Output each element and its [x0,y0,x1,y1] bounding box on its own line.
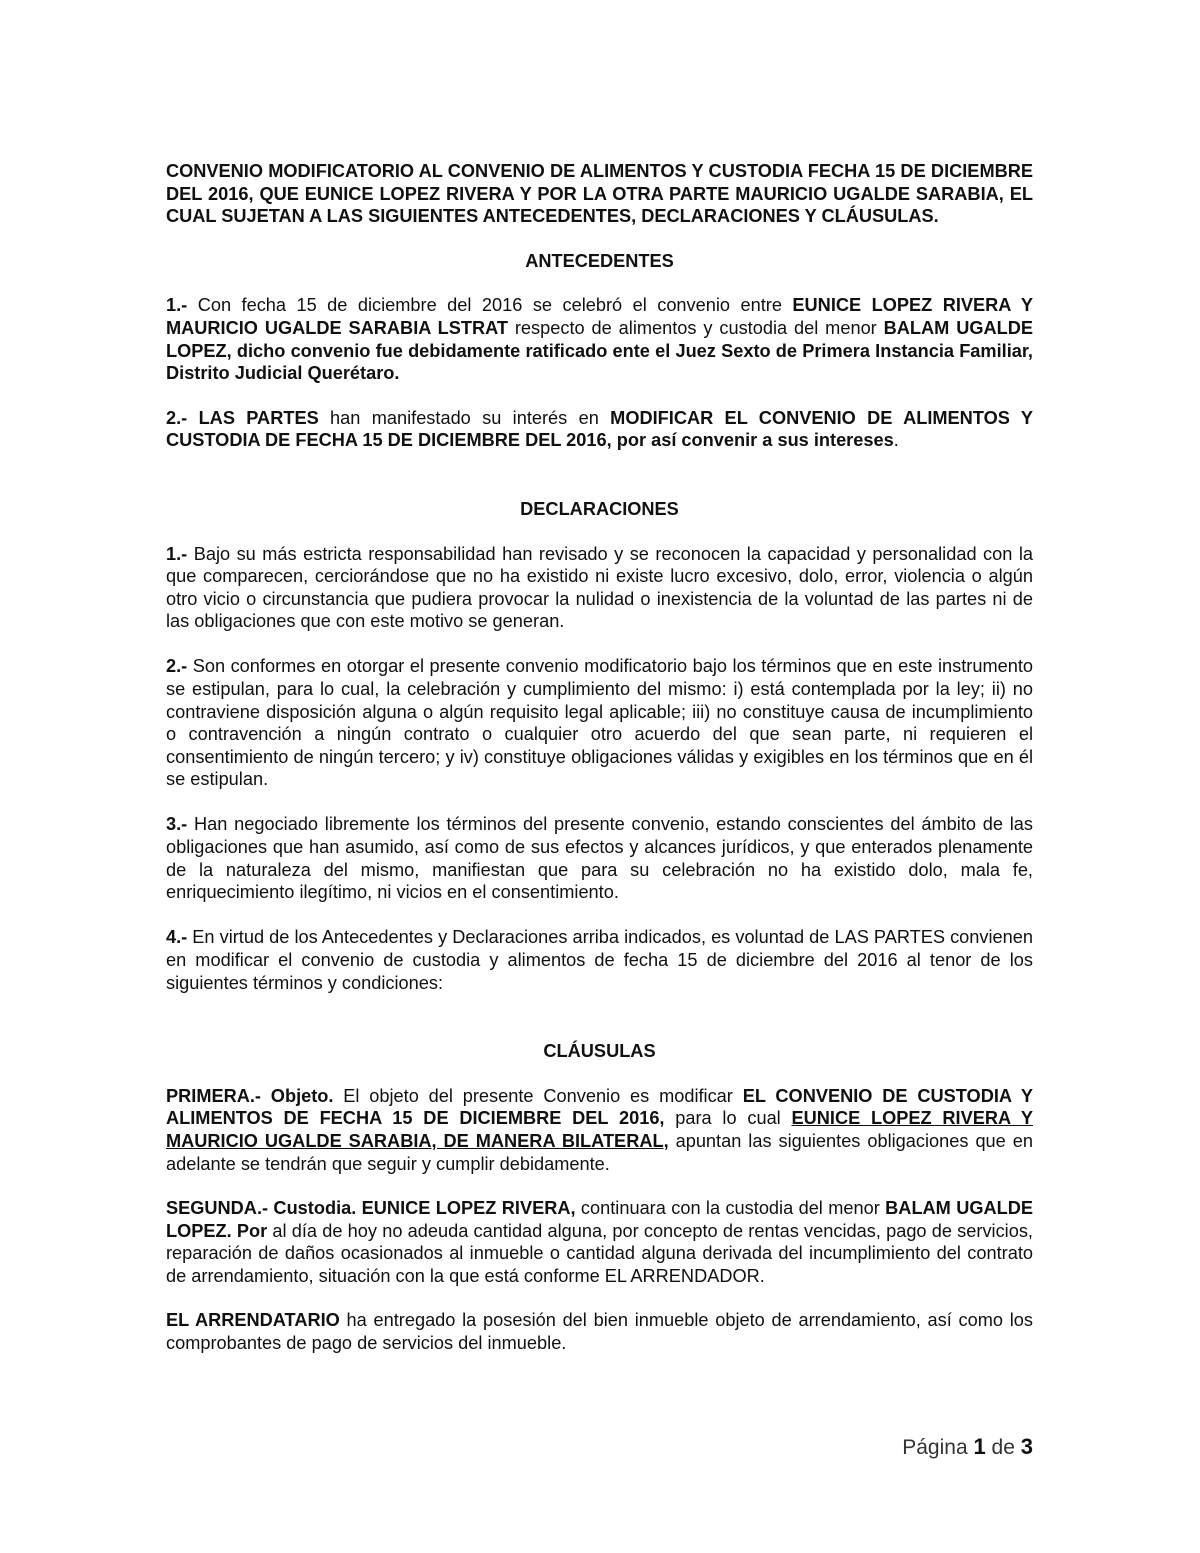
antecedente-1-number: 1.- [166,295,188,316]
declaracion-4-number: 4.- [166,927,188,948]
declaracion-4-text: En virtud de los Antecedentes y Declaraciones arriba indicados, es voluntad de LAS PARTES convienen en modificar el convenio de custodia y alimentos de fecha 15 de diciembre del 2016 al tenor de los siguientes términos y condiciones: [166,927,1033,993]
clausulas-heading: CLÁUSULAS [543,1041,656,1062]
antecedente-2-parties: LAS PARTES [187,407,319,428]
clausula-segunda [166,1197,1033,1287]
antecedente-2-number: 2.- [166,407,188,428]
antecedente-2-text-b: . [893,430,899,451]
clausula-primera-text-c: apuntan las siguientes obligaciones que en adelante se tendrán que seguir y cumplir debidamente. [166,1130,1033,1174]
clausula-primera-bold: EL CONVENIO DE CUSTODIA Y ALIMENTOS DE FECHA 15 DE DICIEMBRE DEL 2016, [166,1085,1033,1129]
antecedente-2-bold: MODIFICAR EL CONVENIO DE ALIMENTOS Y CUSTODIA DE FECHA 15 DE DICIEMBRE DEL 2016, por así convenir a sus intereses [166,407,1033,451]
document-title: CONVENIO MODIFICATORIO AL CONVENIO DE ALIMENTOS Y CUSTODIA FECHA 15 DE DICIEMBRE DEL 2016, QUE EUNICE LOPEZ RIVERA Y POR LA OTRA PARTE MAURICIO UGALDE SARABIA, EL CUAL SUJETAN A LAS SIGUIENTES ANTECEDENTES, DECLARACIONES Y CLÁUSULAS. [166,161,1033,227]
antecedente-1 [166,294,1033,384]
declaracion-3-text: Han negociado libremente los términos del presente convenio, estando conscientes del ámbito de las obligaciones que han asumido, así como de sus efectos y alcances jurídicos, y que enterados plenamente de la naturaleza del mismo, manifiestan que para su celebración no ha existido dolo, mala fe, enriquecimiento ilegítimo, ni vicios en el consentimiento. [166,814,1033,903]
declaracion-2 [166,655,1033,791]
antecedente-2-text-a: han manifestado su interés en [318,407,611,428]
footer-de-label: de [985,1436,1021,1459]
antecedente-1-minor: BALAM UGALDE LOPEZ, dicho convenio fue debidamente ratificado ente el Juez Sexto de Primera Instancia Familiar, Distrito Judicial Querétaro. [166,317,1033,384]
declaracion-2-text: Son conformes en otorgar el presente convenio modificatorio bajo los términos que en este instrumento se estipulan, para lo cual, la celebración y cumplimiento del mismo: i) está contemplada por la ley; ii) no contraviene disposición alguna o algún requisito legal aplicable; iii) no constituye causa de incumplimiento o contravención a ningún contrato o cualquier otro acuerdo del que sean parte, ni requieren el consentimiento de ningún tercero; y iv) constituye obligaciones válidas y exigibles en los términos que en él se estipulan. [166,656,1033,790]
declaracion-4 [166,926,1033,994]
footer-total-pages: 3 [1020,1434,1033,1459]
clausula-primera-label: PRIMERA.- Objeto. [166,1085,334,1106]
clausula-primera [166,1085,1033,1175]
antecedente-1-text-a: Con fecha 15 de diciembre del 2016 se celebró el convenio entre [187,295,793,316]
declaracion-1-text: Bajo su más estricta responsabilidad han revisado y se reconocen la capacidad y personalidad con la que comparecen, cerciorándose que no ha existido ni existe lucro excesivo, dolo, error, violencia o algún otro vicio o circunstancia que pudiera provocar la nulidad o inexistencia de la voluntad de las partes ni de las obligaciones que con este motivo se generan. [166,543,1033,632]
clausula-segunda-label: SEGUNDA.- Custodia. EUNICE LOPEZ RIVERA, [166,1198,576,1219]
arrendatario-text: ha entregado la posesión del bien inmueble objeto de arrendamiento, así como los comprobantes de pago de servicios del inmueble. [166,1310,1034,1354]
clausula-segunda-minor: BALAM UGALDE LOPEZ. Por [166,1198,1034,1241]
arrendatario-paragraph [166,1309,1033,1354]
footer-pagina-label: Página [902,1436,974,1459]
document-body [166,160,1033,1355]
antecedente-2 [166,407,1033,452]
footer-current-page: 1 [973,1434,986,1459]
clausula-segunda-text-b: al día de hoy no adeuda cantidad alguna, por concepto de rentas vencidas, pago de servicios, reparación de daños ocasionados al inmueble o cantidad alguna derivada del incumplimiento del contrato de arrendamiento, situación con la que está conforme EL ARRENDADOR. [166,1220,1033,1286]
declaracion-2-number: 2.- [166,656,188,677]
clausula-segunda-text-a: continuara con la custodia del menor [575,1198,886,1219]
declaracion-3 [166,813,1033,903]
declaracion-3-number: 3.- [166,814,188,835]
arrendatario-label: EL ARRENDATARIO [166,1310,340,1331]
declaraciones-heading: DECLARACIONES [520,498,679,519]
declaracion-1-number: 1.- [166,543,188,564]
declaracion-1 [166,543,1033,633]
antecedentes-heading: ANTECEDENTES [525,250,674,271]
page-number-footer [902,1434,1033,1460]
antecedente-1-text-b: respecto de alimentos y custodia del menor [507,317,884,338]
clausula-primera-text-a: El objeto del presente Convenio es modificar [333,1085,743,1106]
antecedente-1-parties: EUNICE LOPEZ RIVERA Y MAURICIO UGALDE SARABIA LSTRAT [166,295,1033,338]
clausula-primera-parties: EUNICE LOPEZ RIVERA Y MAURICIO UGALDE SARABIA, DE MANERA BILATERAL, [166,1108,1033,1151]
clausula-primera-text-b: para lo cual [664,1108,792,1129]
